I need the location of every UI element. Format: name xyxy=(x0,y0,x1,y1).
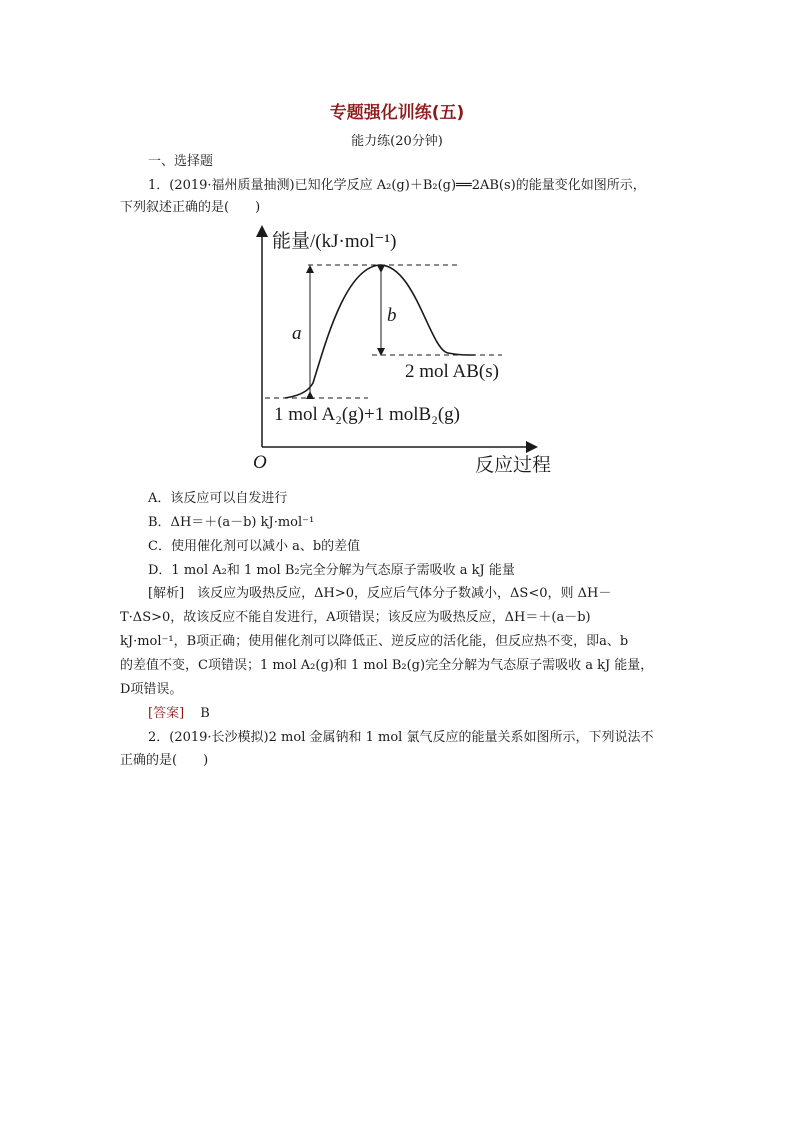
x-axis-label: 反应过程 xyxy=(475,454,552,475)
origin-label: O xyxy=(253,452,267,473)
label-b: b xyxy=(387,305,397,326)
q1-option-d: D．1 mol A₂和 1 mol B₂完全分解为气态原子需吸收 a kJ 能量 xyxy=(148,563,515,578)
analysis-line2: T·ΔS>0，故该反应不能自发进行，A项错误；该反应为吸热反应，ΔH＝＋(a－b) xyxy=(120,610,591,625)
answer-value: B xyxy=(200,706,210,721)
analysis-line1: [解析] 该反应为吸热反应，ΔH>0，反应后气体分子数减小，ΔS<0，则 ΔH－ xyxy=(148,586,612,601)
q1-stem-line2: 下列叙述正确的是( ) xyxy=(120,200,261,215)
product-label: 2 mol AB(s) xyxy=(405,361,499,382)
q1-stem-line1: 1．(2019·福州质量抽测)已知化学反应 A₂(g)＋B₂(g)══2AB(s)的能量变化如图所示， xyxy=(148,178,646,193)
page-subtitle: 能力练(20分钟) xyxy=(351,134,443,149)
answer-row xyxy=(148,705,210,723)
y-axis-label: 能量/(kJ·mol⁻¹) xyxy=(272,231,397,252)
section-heading: 一、选择题 xyxy=(148,154,214,169)
q1-option-c: C．使用催化剂可以减小 a、b的差值 xyxy=(148,539,361,554)
reactant-label: 1 mol A₂(g)+1 molB₂(g) xyxy=(274,404,460,425)
page-title: 专题强化训练(五) xyxy=(329,103,465,123)
q2-stem-line1: 2．(2019·长沙模拟)2 mol 金属钠和 1 mol 氯气反应的能量关系如图所示，下列说法不 xyxy=(148,730,654,745)
analysis-line5: D项错误。 xyxy=(120,682,183,697)
q2-stem-line2: 正确的是( ) xyxy=(120,753,209,768)
q1-option-b: B．ΔH＝＋(a－b) kJ·mol⁻¹ xyxy=(148,515,315,530)
answer-label: [答案] xyxy=(148,706,185,721)
analysis-line3: kJ·mol⁻¹，B项正确；使用催化剂可以降低正、逆反应的活化能，但反应热不变，即a、b xyxy=(120,634,629,649)
label-a: a xyxy=(292,323,302,344)
analysis-line4: 的差值不变，C项错误；1 mol A₂(g)和 1 mol B₂(g)完全分解为气态原子需吸收 a kJ 能量， xyxy=(120,658,654,673)
q1-option-a: A．该反应可以自发进行 xyxy=(148,491,288,506)
energy-diagram xyxy=(250,225,580,475)
